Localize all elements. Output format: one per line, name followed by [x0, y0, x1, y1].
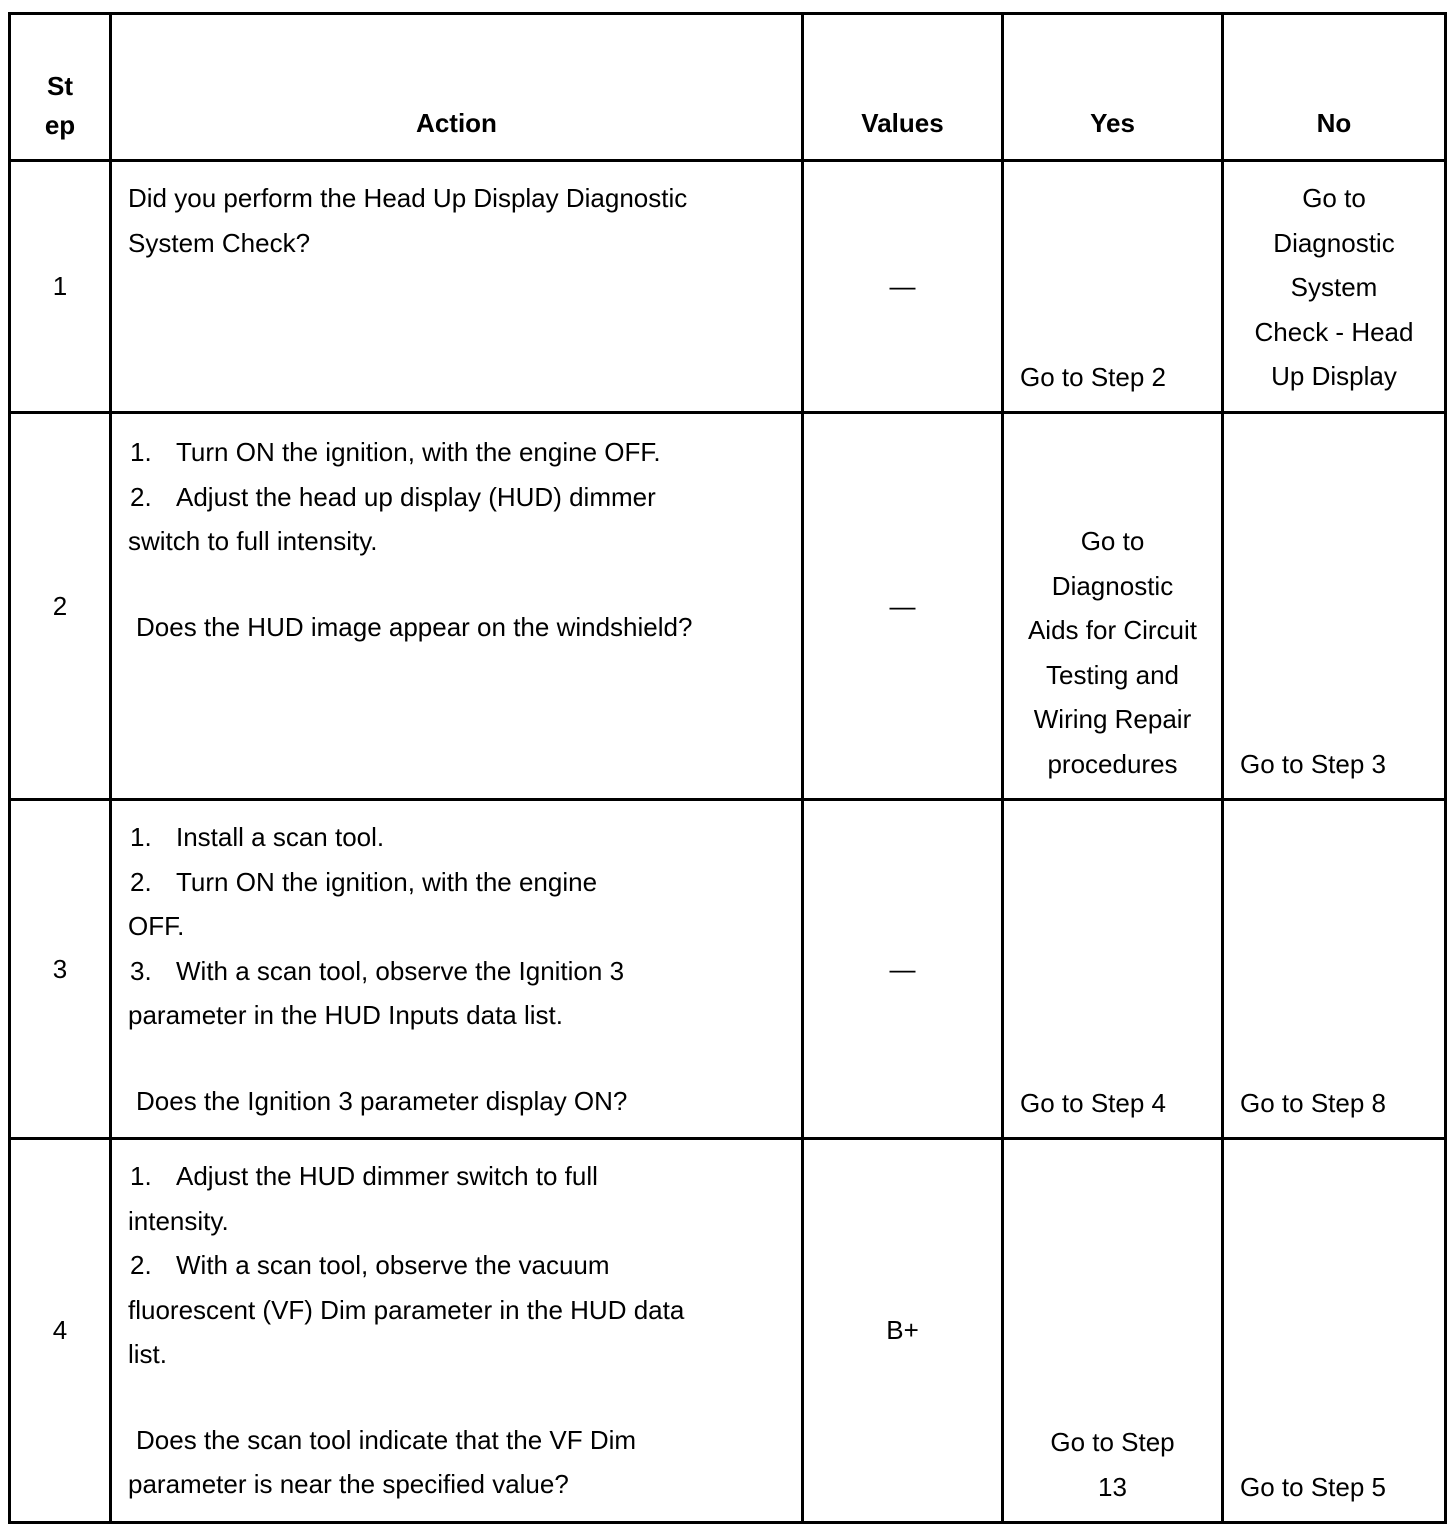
item-text: OFF. [128, 911, 185, 941]
no-text: Check - Head [1254, 316, 1414, 347]
header-action: Action [111, 14, 803, 161]
item-number: 2. [130, 1250, 152, 1280]
action-cell [111, 161, 803, 413]
list-item [128, 860, 785, 905]
yes-cell: Go to Step 4 [1003, 800, 1223, 1139]
item-number: 1. [130, 1161, 152, 1191]
header-row [10, 14, 1446, 161]
action-cell [111, 1139, 803, 1523]
step-number: 3 [10, 800, 111, 1139]
item-text: Turn ON the ignition, with the engine OFF. [176, 437, 661, 467]
list-item [128, 949, 785, 994]
yes-text: 13 [1098, 1471, 1127, 1502]
yes-text: Diagnostic [1051, 570, 1174, 601]
item-text: intensity. [128, 1205, 229, 1236]
header-step [10, 14, 111, 161]
item-number: 2. [130, 866, 152, 897]
no-text: Go to [1302, 183, 1366, 213]
item-text: list. [128, 1339, 167, 1369]
list-item [128, 1243, 785, 1288]
item-text: Install a scan tool. [176, 822, 385, 852]
yes-text: Wiring Repair [1033, 704, 1192, 734]
no-cell: Go to Step 3 [1223, 413, 1446, 800]
yes-text: Go to [1080, 526, 1145, 556]
values-cell: — [803, 413, 1003, 800]
header-step-line2: ep [44, 110, 76, 140]
spacer [128, 1377, 785, 1418]
table-row [10, 161, 1446, 413]
item-text: With a scan tool, observe the Ignition 3 [176, 955, 625, 986]
step-number: 4 [10, 1139, 111, 1523]
item-text: Turn ON the ignition, with the engine [176, 866, 598, 897]
item-text: parameter in the HUD Inputs data list. [128, 1000, 563, 1030]
action-text: Did you perform the Head Up Display Diagnostic [128, 183, 688, 213]
header-yes: Yes [1003, 14, 1223, 161]
question-text: Does the scan tool indicate that the VF Dim [136, 1424, 637, 1455]
item-number: 1. [130, 822, 152, 852]
item-text: With a scan tool, observe the vacuum [176, 1250, 610, 1280]
no-text: Diagnostic [1273, 227, 1395, 258]
yes-cell [1003, 413, 1223, 800]
yes-cell [1003, 1139, 1223, 1523]
item-number: 3. [130, 955, 152, 986]
yes-cell: Go to Step 2 [1003, 161, 1223, 413]
table-row [10, 413, 1446, 800]
list-item [128, 1154, 785, 1199]
no-cell: Go to Step 5 [1223, 1139, 1446, 1523]
no-text: Up Display [1271, 361, 1397, 391]
list-item [128, 815, 785, 860]
action-text: System Check? [128, 227, 311, 258]
yes-text: procedures [1047, 748, 1178, 779]
values-cell: — [803, 800, 1003, 1139]
no-cell [1223, 161, 1446, 413]
item-text: switch to full intensity. [128, 526, 378, 556]
item-number: 2. [130, 481, 152, 512]
table-row [10, 800, 1446, 1139]
item-text: fluorescent (VF) Dim parameter in the HUD data [128, 1294, 685, 1325]
table-row [10, 1139, 1446, 1523]
question-text: Does the Ignition 3 parameter display ON? [136, 1085, 628, 1116]
step-number: 2 [10, 413, 111, 800]
spacer [128, 564, 785, 605]
item-text: Adjust the HUD dimmer switch to full [176, 1161, 598, 1191]
values-cell: B+ [803, 1139, 1003, 1523]
yes-text: Aids for Circuit [1027, 615, 1198, 645]
step-number: 1 [10, 161, 111, 413]
question-text: Does the HUD image appear on the windshield? [136, 611, 693, 642]
header-no: No [1223, 14, 1446, 161]
values-cell: — [803, 161, 1003, 413]
header-values: Values [803, 14, 1003, 161]
no-text: System [1290, 272, 1378, 302]
spacer [128, 1038, 785, 1079]
yes-text: Testing and [1046, 659, 1179, 690]
question-text: parameter is near the specified value? [128, 1469, 569, 1499]
yes-text: Go to Step [1050, 1427, 1175, 1457]
list-item [128, 475, 785, 520]
action-cell [111, 413, 803, 800]
list-item [128, 430, 785, 475]
action-cell [111, 800, 803, 1139]
item-number: 1. [130, 437, 152, 467]
no-cell: Go to Step 8 [1223, 800, 1446, 1139]
item-text: Adjust the head up display (HUD) dimmer [176, 481, 656, 512]
header-step-line1: St [47, 71, 73, 101]
diagnostic-table [8, 12, 1447, 1524]
